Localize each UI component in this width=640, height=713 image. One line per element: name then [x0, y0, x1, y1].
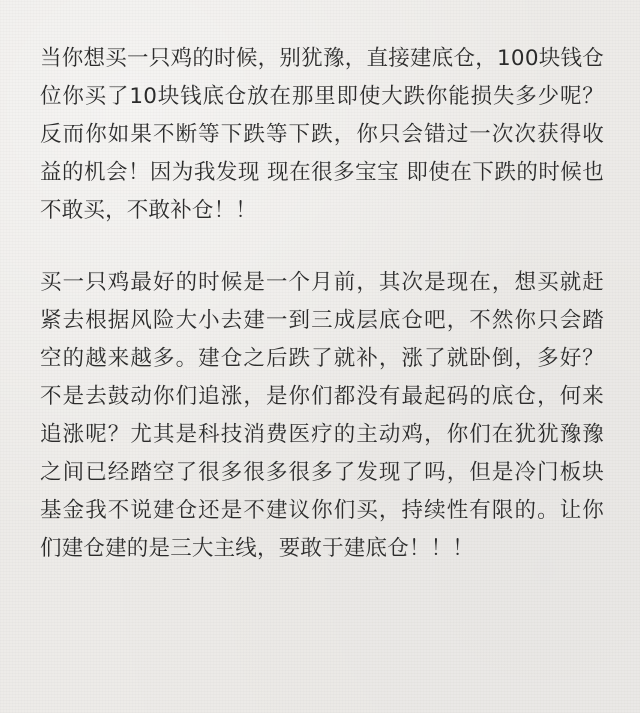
paragraph-1: 当你想买一只鸡的时候，别犹豫，直接建底仓，100块钱仓位你买了10块钱底仓放在那里即使大跌你能损失多少呢？反而你如果不断等下跌等下跌，你只会错过一次次获得收益的机会！因为我发现 现在很多宝宝 即使在下跌的时候也不敢买，不敢补仓！！ [40, 46, 604, 223]
paragraph-2: 买一只鸡最好的时候是一个月前，其次是现在，想买就赶紧去根据风险大小去建一到三成层底仓吧，不然你只会踏空的越来越多。建仓之后跌了就补，涨了就卧倒，多好？不是去鼓动你们追涨，是你们都没有最起码的底仓，何来追涨呢？尤其是科技消费医疗的主动鸡，你们在犹犹豫豫之间已经踏空了很多很多很多了发现了吗，但是冷门板块基金我不说建仓还是不建议你们买，持续性有限的。让你们建仓建的是三大主线，要敢于建底仓！！！ [40, 270, 604, 561]
